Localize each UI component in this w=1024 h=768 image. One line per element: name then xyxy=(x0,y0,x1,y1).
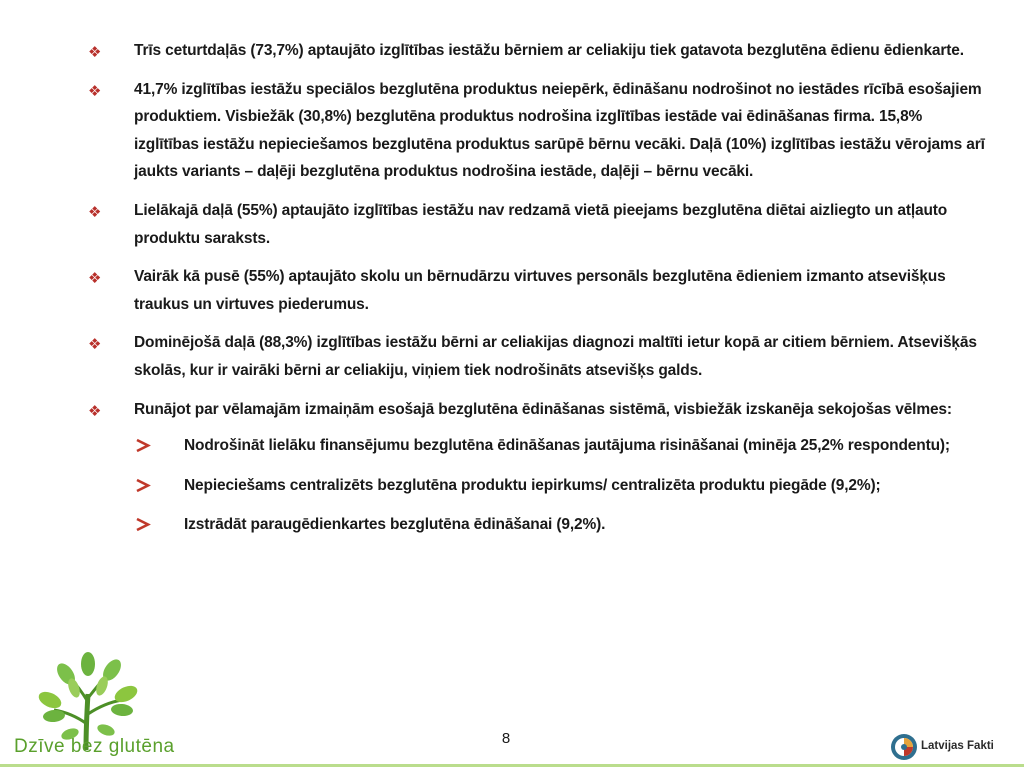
arrow-bullet-icon xyxy=(134,432,152,459)
sub-bullet-text: Nodrošināt lielāku finansējumu bezglutēna ēdināšanas jautājuma risināšanai (minēja 25,2% respondentu); xyxy=(184,437,950,455)
footer-divider xyxy=(0,764,1024,767)
arrow-bullet-icon xyxy=(134,472,152,499)
bullet-text: Lielākajā daļā (55%) aptaujāto izglītības iestāžu nav redzamā vietā pieejams bezglutēna diētai aizliegto un atļauto produktu saraksts. xyxy=(134,201,948,247)
sub-bullet-list xyxy=(134,432,988,539)
bullet-text: Vairāk kā pusē (55%) aptaujāto skolu un bērnudārzu virtuves personāls bezglutēna ēdieniem izmanto atsevišķus traukus un virtuves piederumus. xyxy=(134,268,946,313)
diamond-bullet-icon: ❖ xyxy=(88,44,102,61)
bullet-list xyxy=(88,37,988,551)
bullet-text: Trīs ceturtdaļās (73,7%) aptaujāto izglītības iestāžu bērniem ar celiakiju tiek gatavota bezglutēna ēdienu ēdienkarte. xyxy=(134,42,964,59)
bullet-text: Dominējošā daļā (88,3%) izglītības iestāžu bērni ar celiakijas diagnozi maltīti ietur kopā ar citiem bērniem. Atsevišķās skolās, kur ir vairāki bērni ar celiakiju, viņiem tiek nodrošināts atsevišķs galds. xyxy=(134,334,977,379)
sub-bullet-text: Nepieciešams centralizēts bezglutēna produktu iepirkums/ centralizēta produktu piegāde (9,2%); xyxy=(184,476,881,494)
diamond-bullet-icon: ❖ xyxy=(88,82,102,100)
bullet-item xyxy=(88,329,988,384)
page-number: 8 xyxy=(501,730,511,747)
sub-bullet-item xyxy=(134,511,988,539)
bullet-item xyxy=(88,263,988,318)
diamond-bullet-icon: ❖ xyxy=(88,402,102,420)
bullet-text: Runājot par vēlamajām izmaiņām esošajā bezglutēna ēdināšanas sistēmā, visbiežāk izskanēja sekojošas vēlmes: xyxy=(134,400,952,418)
bullet-item xyxy=(88,37,988,65)
diamond-bullet-icon: ❖ xyxy=(88,203,102,221)
sub-bullet-item xyxy=(134,472,988,500)
brand-logo-text: Dzīve bez glutēna xyxy=(14,736,175,757)
sub-bullet-text: Izstrādāt paraugēdienkartes bezglutēna ēdināšanai (9,2%). xyxy=(184,516,606,534)
arrow-bullet-icon xyxy=(134,511,152,538)
sub-bullet-item xyxy=(134,432,988,460)
bullet-text: 41,7% izglītības iestāžu speciālos bezglutēna produktus neiepērk, ēdināšanu nodrošinot no iestādes rīcībā esošajiem produktiem. Visbiežāk (30,8%) bezglutēna produktus nodrošina izglītības iestāde vai ēdināšanas firma. 15,8% izglītības iestāžu nepieciešamos bezglutēna produktus sarūpē bērnu vecāki. Daļā (10%) izglītības iestāžu vērojams arī jaukts variants – daļēji bezglutēna produktus nodrošina iestāde, daļēji – bērnu vecāki. xyxy=(134,80,985,181)
bullet-item xyxy=(88,197,988,252)
latvijas-fakti-logo-text: Latvijas Fakti xyxy=(921,740,994,752)
bullet-item xyxy=(88,396,988,539)
bullet-item xyxy=(88,76,988,186)
diamond-bullet-icon: ❖ xyxy=(88,336,102,354)
diamond-bullet-icon: ❖ xyxy=(88,270,102,288)
